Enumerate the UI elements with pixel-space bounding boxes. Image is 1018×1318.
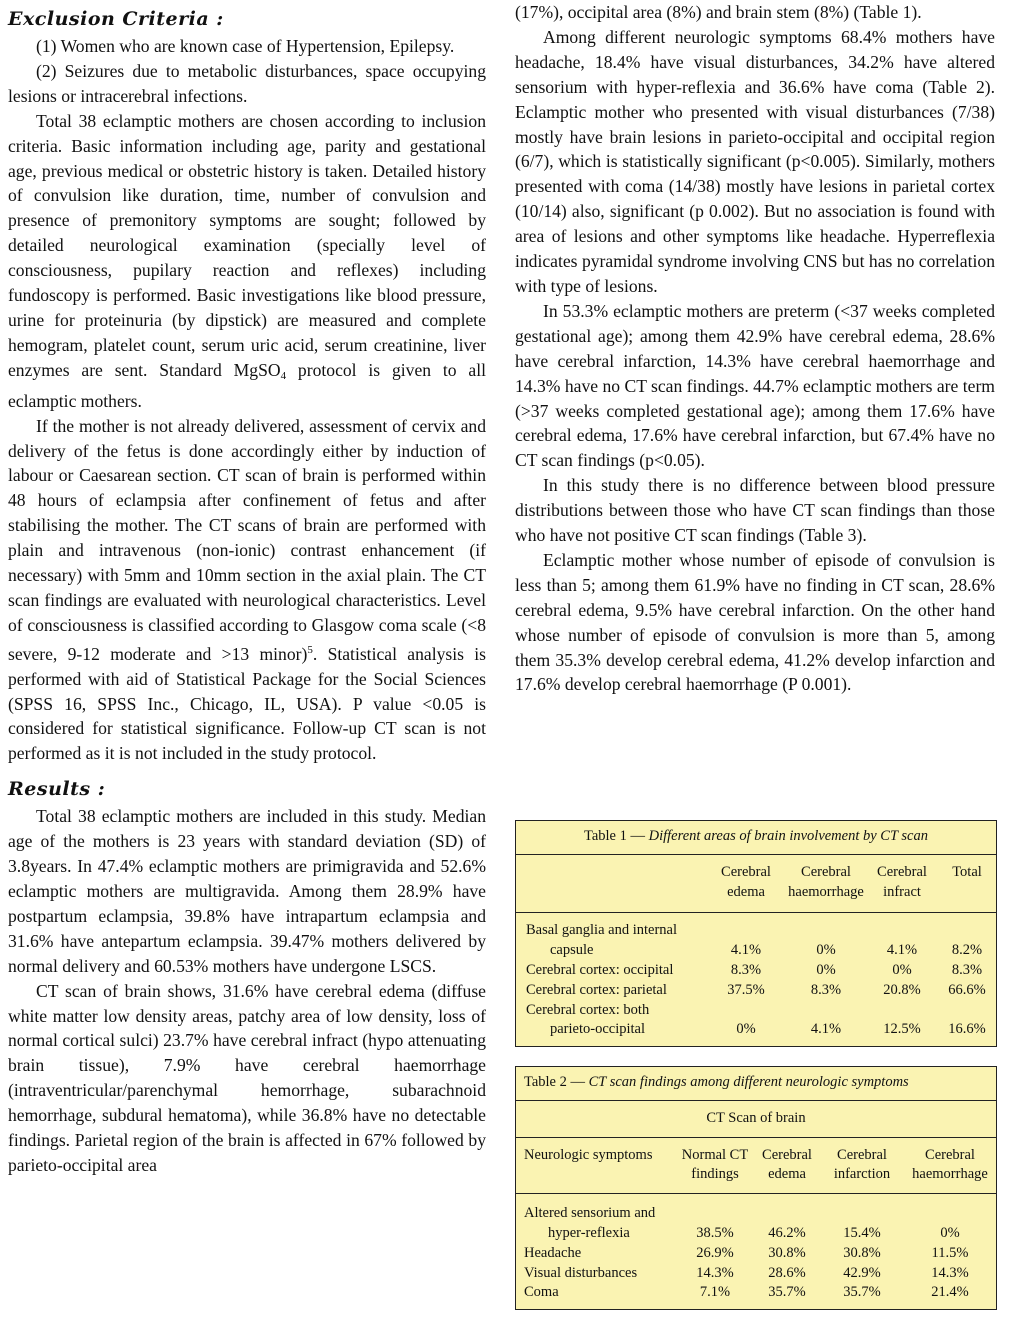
row-label-line: Cerebral cortex: both — [526, 1001, 650, 1018]
table-cell: 35.7% — [843, 1284, 881, 1301]
table-cell: 8.3% — [730, 961, 762, 978]
row-label-line: Basal ganglia and internal — [526, 922, 677, 939]
results-paragraph-2: CT scan of brain shows, 31.6% have cerebral edema (diffuse white matter low density areas, patchy area of low density, loss of normal cortical sulci) 23.7% have cerebral infract (hypo attenuating brain tissue), 7.9% have cerebral haemorrhage (intraventricular/parenchymal hemorrhage, subarachnoid hemorrhage, subdural hematoma), while 36.8% have no detectable findings. Parietal region of the brain is affected in 67% followed by parieto-occipital area — [8, 980, 486, 1175]
exclusion-item-2: (2) Seizures due to metabolic disturbances, space occupying lesions or intracerebral infections. — [8, 60, 486, 106]
row-label-line: parieto-occipital — [550, 1021, 646, 1038]
table-2-row-label: Coma — [524, 1284, 559, 1301]
table-cell: 12.5% — [883, 1021, 921, 1038]
table-cell: 0% — [816, 961, 836, 978]
table-cell: 8.2% — [951, 942, 983, 959]
row-label-line: Altered sensorium and — [524, 1205, 656, 1222]
table-cell: 15.4% — [843, 1224, 881, 1241]
results-paragraph-1: Total 38 eclamptic mothers are included in this study. Median age of the mothers is 23 years with standard deviation (SD) of 3.8years. In 47.4% eclamptic mothers are primigravida and 52.6% eclamptic mothers are multigravida. Among them 28.9% have postpartum eclampsia, 39.8% have intrapartum eclampsia and 31.6% have antepartum eclampsia. 39.47% mothers delivered by normal delivery and 60.53% mothers have undergone LSCS. — [8, 806, 486, 976]
row-label-line: capsule — [550, 942, 594, 959]
table-row — [516, 981, 996, 1001]
table-1-row-label — [516, 921, 706, 961]
table-cell: 14.3% — [931, 1264, 969, 1281]
table-cell: 4.1% — [810, 1021, 842, 1038]
delivery-text-a: If the mother is not already delivered, assessment of cervix and delivery of the fetus is done accordingly either by induction of labour or Caesarean section. CT scan of brain is performed within 48 hours of eclampsia after confinement of fetus and after stabilising the mother. The CT scans of brain are performed with plain and intravenous (non-ionic) contrast enhancement (if necessary) with 5mm and 10mm section in the axial plain. The CT scan findings are evaluated with neurological characteristics. Level of consciousness is classified according to Glasgow coma scale (<8 severe, 9-12 moderate and >13 minor) — [8, 415, 486, 664]
table-1-header-row — [516, 863, 996, 903]
blood-pressure-paragraph: In this study there is no difference between blood pressure distributions between those who have CT scan findings than those who have not positive CT scan findings (Table 3). — [515, 475, 995, 546]
delivery-superscript: 5 — [307, 643, 313, 656]
table-row — [516, 921, 996, 961]
methods-text-b: protocol is given to all eclamptic mothers. — [8, 359, 486, 411]
table-2-header: Cerebral infarction — [833, 1146, 891, 1183]
table-cell: 4.1% — [886, 942, 918, 959]
table-cell: 35.7% — [768, 1284, 806, 1301]
table-row — [516, 1264, 996, 1284]
table-cell: 30.8% — [843, 1244, 881, 1261]
table-cell: 30.8% — [768, 1244, 806, 1261]
continued-paragraph: (17%), occipital area (8%) and brain stem (8%) (Table 1). — [515, 2, 922, 22]
table-cell: 4.1% — [730, 942, 762, 959]
table-2-header: Normal CT findings — [681, 1146, 749, 1183]
table-cell: 46.2% — [768, 1224, 806, 1241]
symptoms-paragraph: Among different neurologic symptoms 68.4% mothers have headache, 18.4% have visual disturbances, 34.2% have altered sensorium with hyper-reflexia and 36.6% have coma (Table 2). Eclamptic mother who presented with visual disturbances (7/38) mostly have brain lesions in parieto-occipital and occipital region (6/7), which is statistically significant (p<0.005). Similarly, mothers presented with coma (14/38) mostly have lesions in parietal cortex (10/14) also, significant (p 0.002). But no association is found with area of lesions and other symptoms like headache. Hyperreflexia indicates pyramidal syndrome involving CNS but has no correlation with type of lesions. — [515, 26, 995, 296]
table-row — [516, 1283, 996, 1309]
convulsion-paragraph: Eclamptic mother whose number of episode of convulsion is less than 5; among them 61.9% have no finding in CT scan, 28.6% cerebral edema, 9.5% have cerebral infarction. On the other hand whose number of episode of convulsion is more than 5, among them 35.3% develop cerebral edema, 41.2% develop infarction and 17.6% develop cerebral haemorrhage (P 0.001). — [515, 549, 995, 695]
table-1-row-label — [516, 1001, 706, 1047]
table-1-header: Cerebral haemorrhage — [788, 863, 864, 900]
table-cell: 0% — [940, 1224, 960, 1241]
exclusion-item-1: (1) Women who are known case of Hypertension, Epilepsy. — [36, 36, 455, 56]
table-1-header: Total — [952, 863, 982, 880]
table-1-row-label: Cerebral cortex: parietal — [526, 981, 667, 998]
table-1-grid — [516, 863, 996, 1046]
table-2-row-label — [516, 1204, 676, 1244]
table-1-row-label: Cerebral cortex: occipital — [526, 961, 674, 978]
results-heading: Results : — [8, 778, 106, 801]
table-cell: 28.6% — [768, 1264, 806, 1281]
table-cell: 0% — [736, 1021, 756, 1038]
table-cell: 11.5% — [931, 1244, 969, 1261]
left-column — [8, 0, 486, 1178]
table-cell: 0% — [892, 961, 912, 978]
table-2-caption-title: CT scan findings among different neurologic symptoms — [588, 1074, 909, 1090]
table-2-row-label: Visual disturbances — [524, 1264, 638, 1281]
table-2-grid — [516, 1146, 996, 1310]
table-row — [516, 1001, 996, 1047]
table-2-header: Cerebral haemorrhage — [912, 1146, 988, 1183]
table-1-caption-title: Different areas of brain involvement by CT scan — [648, 828, 928, 844]
table-2-row-label: Headache — [524, 1244, 582, 1261]
table-cell: 26.9% — [696, 1244, 734, 1261]
table-row — [516, 1244, 996, 1264]
table-cell: 37.5% — [727, 981, 765, 998]
table-cell: 21.4% — [931, 1284, 969, 1301]
table-1-header: Cerebral infract — [877, 863, 927, 900]
methods-paragraph — [8, 109, 486, 414]
table-2-header: Cerebral edema — [762, 1146, 812, 1183]
table-cell: 7.1% — [699, 1284, 731, 1301]
methods-subscript: 4 — [280, 369, 287, 382]
table-1-header: Cerebral edema — [721, 863, 771, 900]
table-row — [516, 961, 996, 981]
table-cell: 16.6% — [948, 1021, 986, 1038]
table-2-header-row — [516, 1146, 996, 1186]
row-label-line: hyper-reflexia — [548, 1224, 630, 1241]
table-2-caption — [516, 1067, 996, 1101]
table-1 — [515, 820, 997, 1047]
table-cell: 20.8% — [883, 981, 921, 998]
table-cell: 42.9% — [843, 1264, 881, 1281]
preterm-paragraph: In 53.3% eclamptic mothers are preterm (<37 weeks completed gestational age); among them 42.9% have cerebral edema, 28.6% have cerebral infarction, 14.3% have cerebral haemorrhage and 14.3% have no CT scan findings. 44.7% eclamptic mothers are term (>37 weeks completed gestational age); among them 17.6% have cerebral edema, 17.6% have cerebral infarction, but 67.4% have no CT scan findings (p<0.05). — [515, 300, 995, 471]
right-column — [515, 0, 995, 697]
table-1-caption — [516, 821, 996, 855]
table-2-caption-prefix: Table 2 — — [524, 1074, 589, 1090]
table-2 — [515, 1066, 997, 1310]
methods-text-a: Total 38 eclamptic mothers are chosen according to inclusion criteria. Basic information including age, parity and gestational age, previous medical or obstetric history is taken. Detailed history of convulsion like duration, time, number of convulsion and presence of premonitory symptoms are sought; followed by detailed neurological examination (specially level of consciousness, pupilary reaction and reflexes) including fundoscopy is performed. Basic investigations like blood pressure, urine for proteinuria (by dipstick) are measured and complete hemogram, platelet count, serum uric acid, serum creatinine, liver enzymes are sent. Standard MgSO — [8, 110, 486, 380]
table-cell: 8.3% — [951, 961, 983, 978]
delivery-paragraph — [8, 414, 486, 767]
table-cell: 66.6% — [948, 981, 986, 998]
table-cell: 8.3% — [810, 981, 842, 998]
table-cell: 0% — [816, 942, 836, 959]
table-row — [516, 1204, 996, 1244]
table-cell: 38.5% — [696, 1224, 734, 1241]
table-cell: 14.3% — [696, 1264, 734, 1281]
delivery-text-b: . Statistical analysis is performed with aid of Statistical Package for the Social Sciences (SPSS 16, SPSS Inc., Chicago, IL, USA). P value <0.05 is considered for statistical significance. Follow-up CT scan is not performed as it is not included in the study protocol. — [8, 643, 486, 764]
exclusion-heading: Exclusion Criteria : — [8, 8, 224, 30]
table-2-row-header: Neurologic symptoms — [524, 1146, 653, 1163]
table-2-group-header: CT Scan of brain — [516, 1101, 996, 1138]
table-1-caption-prefix: Table 1 — — [584, 828, 649, 844]
